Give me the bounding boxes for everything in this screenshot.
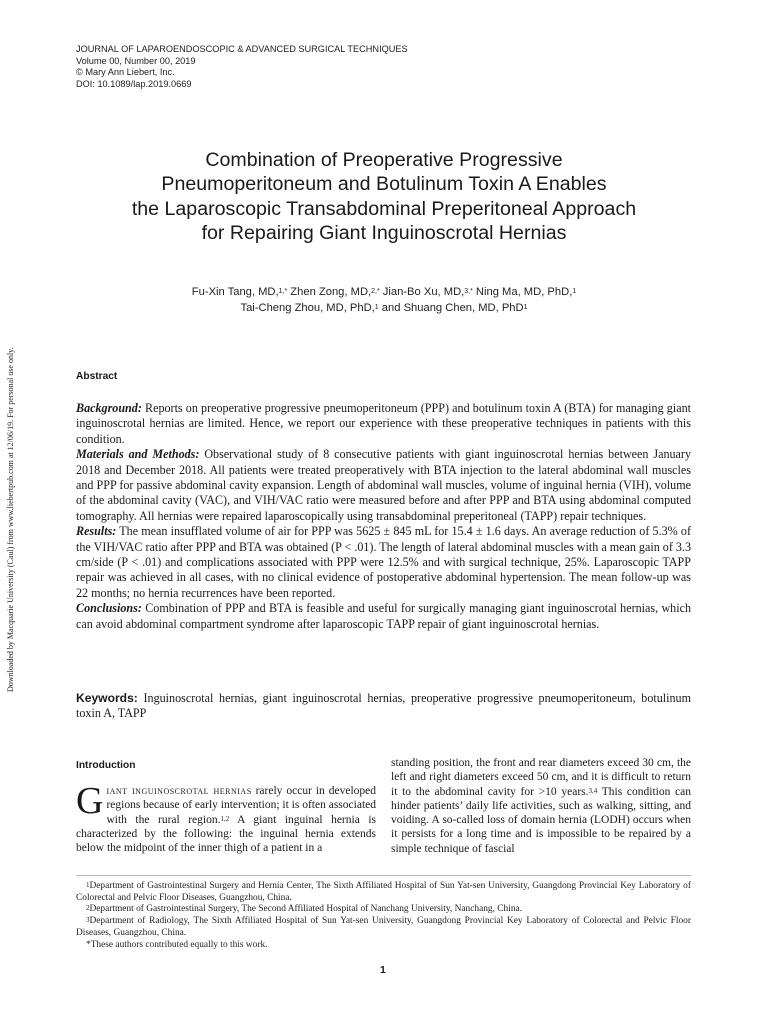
intro-column-right	[391, 756, 691, 856]
abstract-results	[76, 524, 691, 601]
drop-cap: G	[76, 780, 104, 822]
keywords	[76, 691, 691, 722]
author-affiliation: 2,*	[371, 288, 380, 295]
section-label: Results:	[76, 524, 117, 539]
author-name: Zhen Zong, MD,	[287, 286, 372, 298]
section-label: Conclusions:	[76, 601, 142, 616]
footnote-text: Department of Gastrointestinal Surgery and Hernia Center, The Sixth Affiliated Hospital of Sun Yat-sen University, Guangdong Provincial Key Laboratory of Colorectal and Pelvic Floor Diseases, Guangzhou, China.	[76, 881, 691, 903]
journal-copyright: © Mary Ann Liebert, Inc.	[76, 67, 175, 78]
title-line-3: the Laparoscopic Transabdominal Preperitoneal Approach	[131, 197, 637, 220]
journal-name: JOURNAL OF LAPAROENDOSCOPIC & ADVANCED SURGICAL TECHNIQUES	[76, 44, 408, 54]
abstract-body	[76, 401, 691, 632]
section-label: Materials and Methods:	[76, 447, 200, 462]
section-text: Observational study of 8 consecutive patients with giant inguinoscrotal hernias between January 2018 and December 2018. All patients were treated preoperatively with BTA injection to the lateral abdominal wall muscles and PPP for passive abdominal cavity expansion. Length of abdominal wall muscles, volume of inguinal hernia (VIH), volume of the abdominal cavity (VAC), and VIH/VAC ratio were measured before and after PPP and BTA using abdominal computed tomography. All hernias were repaired laparoscopically using transabdominal preperitoneal (TAPP) repair techniques.	[76, 447, 691, 523]
footnote-marker: 1	[86, 881, 90, 889]
author-affiliation: 3,*	[464, 288, 473, 295]
intro-text: This condition can hinder patients’ daily life activities, such as walking, sitting, and voiding. A so-called loss of domain hernia (LODH) occurs when it persists for a long time and is impossible to be repaired by a simple technique of fascial	[391, 785, 691, 855]
footnote-text: Department of Gastrointestinal Surgery, The Second Affiliated Hospital of Nanchang University, Nanchang, China.	[89, 904, 523, 915]
abstract-methods	[76, 447, 691, 524]
title-line-4: for Repairing Giant Inguinoscrotal Hernias	[201, 222, 567, 245]
journal-volume: Volume 00, Number 00, 2019	[76, 55, 196, 66]
footnote-text: Department of Radiology, The Sixth Affiliated Hospital of Sun Yat-sen University, Guangdong Provincial Key Laboratory of Colorectal and Pelvic Floor Diseases, Guangzhou, China.	[76, 916, 691, 938]
author-name: Ning Ma, MD, PhD,	[472, 286, 573, 298]
section-text: Reports on preoperative progressive pneumoperitoneum (PPP) and botulinum toxin A (BTA) for managing giant inguinoscrotal hernias are limited. Hence, we report our experience with these preoperative techniques in patients with this condition.	[76, 401, 691, 446]
intro-text: A giant inguinal hernia is characterized by the following: the inguinal hernia extends below the midpoint of the inner thigh of a patient in a	[76, 813, 377, 855]
abstract-background	[76, 401, 691, 447]
author-affiliation: 1	[572, 288, 577, 295]
journal-header	[76, 44, 408, 90]
intro-heading: Introduction	[76, 760, 136, 771]
section-text: The mean insufflated volume of air for PPP was 5625 ± 845 mL for 15.4 ± 1.6 days. An average reduction of 5.3% of the VIH/VAC ratio after PPP and BTA was obtained (P < .01). The length of lateral abdominal muscles with a mean gain of 3.3 cm/side (P < .01) and complications associated with PPP were 12.5% and with surgical technique, 25%. Laparoscopic TAPP repair was achieved in all cases, with no clinical evidence of postoperative abdominal hypertension. The mean follow-up was 22 months; no hernia recurrences have been reported.	[76, 524, 691, 600]
footnote-divider	[76, 875, 691, 876]
section-label: Background:	[76, 401, 142, 415]
article-title	[60, 148, 708, 246]
footnotes	[76, 881, 691, 951]
title-line-2: Pneumoperitoneum and Botulinum Toxin A Enables	[161, 173, 607, 196]
title-line-1: Combination of Preoperative Progressive	[205, 149, 563, 171]
author-name: Tai-Cheng Zhou, MD, PhD,	[240, 301, 375, 314]
footnote-marker: 2	[86, 904, 90, 913]
author-name: Fu-Xin Tang, MD,	[191, 286, 279, 298]
download-notice: Downloaded by Macquarie University (Caul) from www.liebertpub.com at 12/06/19. For personal use only.	[6, 347, 15, 692]
keywords-label: Keywords:	[76, 691, 138, 705]
footnote-3	[76, 916, 691, 939]
reference-link[interactable]: 3,4	[588, 786, 598, 795]
footnote-1	[76, 881, 691, 904]
author-line-2	[60, 301, 708, 317]
footnote-2	[76, 904, 691, 916]
abstract-heading: Abstract	[76, 371, 118, 382]
author-name: and Shuang Chen, MD, PhD	[378, 301, 524, 314]
author-list	[60, 285, 708, 316]
intro-text: rarely occur in developed regions because of early intervention; it is often associated with the rural region.	[106, 785, 377, 826]
footnote-text: *These authors contributed equally to this work.	[86, 939, 268, 950]
author-name: Jian-Bo Xu, MD,	[379, 286, 465, 298]
footnote-marker: 3	[86, 916, 90, 925]
keywords-text: Inguinoscrotal hernias, giant inguinoscrotal hernias, preoperative progressive pneumoperitoneum, botulinum toxin A, TAPP	[76, 691, 691, 721]
intro-column-left	[76, 780, 377, 855]
author-line-1	[60, 285, 708, 301]
author-affiliation: 1	[374, 303, 379, 311]
intro-text: standing position, the front and rear diameters exceed 30 cm, the left and right diameters exceed 50 cm, and it is difficult to return it to the abdominal cavity for >10 years.	[391, 757, 691, 798]
journal-doi[interactable]: DOI: 10.1089/lap.2019.0669	[76, 78, 192, 89]
abstract-conclusions	[76, 601, 691, 632]
reference-link[interactable]: 1,2	[220, 814, 230, 823]
page-number: 1	[380, 964, 386, 976]
section-text: Combination of PPP and BTA is feasible and useful for surgically managing giant inguinoscrotal hernias, which can avoid abdominal compartment syndrome after laparoscopic TAPP repair of giant inguinoscrotal hernias.	[76, 601, 691, 631]
footnote-4	[76, 940, 691, 952]
author-affiliation: 1	[523, 303, 528, 311]
intro-smallcaps: iant inguinoscrotal hernias	[106, 785, 252, 797]
author-affiliation: 1,*	[278, 288, 288, 295]
